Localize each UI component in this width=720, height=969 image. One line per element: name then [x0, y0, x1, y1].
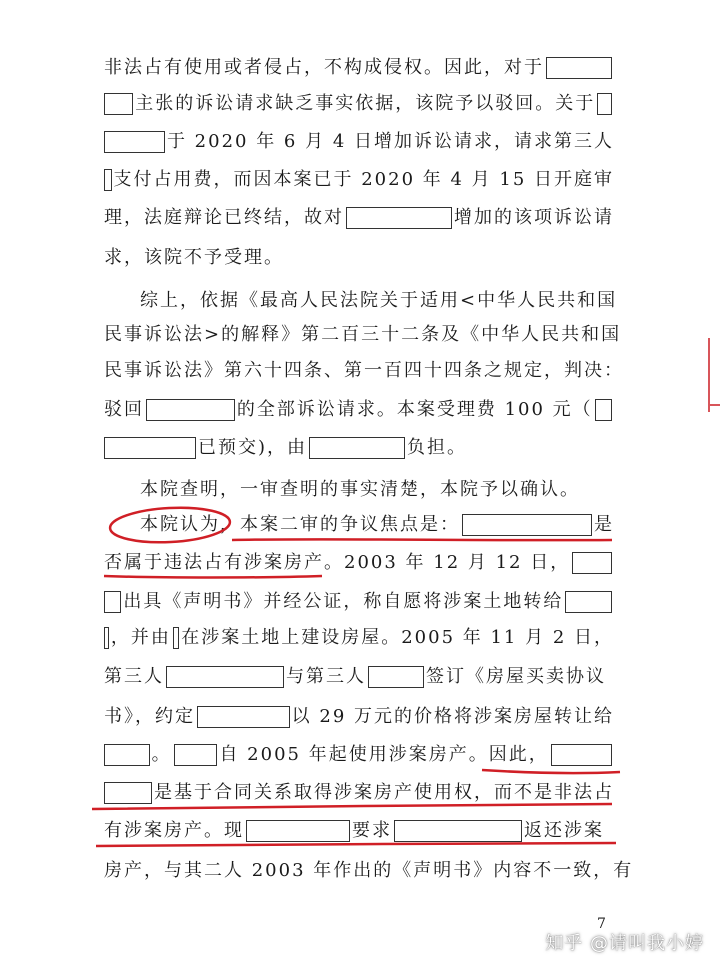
zhihu-watermark: 知乎 @请叫我小婷	[545, 933, 704, 954]
text-segment: 签订《房屋买卖协议	[426, 666, 606, 687]
edge-stamp-mark	[708, 338, 720, 412]
text-segment: 主张的诉讼请求缺乏事实依据，该院予以驳回。关于	[135, 93, 596, 114]
redaction-box	[104, 627, 109, 649]
text-segment: 负担。	[407, 437, 468, 458]
page-number: 7	[597, 916, 606, 932]
text-line-20	[104, 778, 614, 808]
text-segment: 有涉案房产。现	[104, 820, 244, 841]
text-segment: 以 29 万元的价格将涉案房屋转让给	[291, 706, 614, 727]
redaction-box	[104, 437, 196, 459]
text-line-7	[140, 286, 618, 316]
redaction-box	[166, 666, 284, 688]
redaction-box	[595, 399, 612, 421]
edge-stamp-mark-tail	[709, 404, 720, 406]
text-line-8	[104, 320, 622, 350]
text-segment: 求，该院不予受理。	[104, 247, 284, 268]
text-line-18	[104, 702, 614, 732]
redaction-box	[104, 782, 152, 804]
text-line-22	[104, 856, 634, 886]
underline-annotation	[482, 770, 620, 773]
text-line-12	[140, 475, 614, 505]
text-segment: 否属于违法占有涉案房产。2003 年 12 月 12 日，	[104, 552, 571, 573]
redaction-box	[174, 744, 218, 766]
redaction-box	[146, 399, 235, 421]
text-segment: 非法占有使用或者侵占，不构成侵权。因此，对于	[104, 57, 544, 78]
text-segment: 已预交)，由	[198, 437, 308, 458]
text-segment: 增加的该项诉讼请	[454, 207, 614, 228]
text-segment: 理，法庭辩论已终结，故对	[104, 207, 344, 228]
redaction-box	[572, 552, 612, 574]
redaction-box	[346, 207, 452, 229]
text-line-15	[104, 587, 614, 617]
redaction-box	[597, 93, 612, 115]
text-line-13	[140, 510, 614, 540]
redaction-box	[197, 706, 290, 728]
redaction-box	[462, 514, 592, 536]
text-segment: 出具《声明书》并经公证，称自愿将涉案土地转给	[123, 591, 564, 612]
redaction-box	[104, 131, 165, 153]
text-line-1	[104, 53, 614, 83]
text-line-5	[104, 203, 614, 233]
text-line-4	[104, 165, 614, 195]
text-segment: 的全部诉讼请求。本案受理费 100 元（	[236, 399, 593, 420]
text-segment: 民事诉讼法>的解释》第二百三十二条及《中华人民共和国	[104, 324, 622, 345]
redaction-box	[368, 666, 424, 688]
redaction-box	[104, 93, 133, 115]
text-line-10	[104, 395, 614, 425]
text-segment: 于 2020 年 6 月 4 日增加诉讼请求，请求第三人	[166, 131, 614, 152]
redaction-box	[246, 820, 350, 842]
redaction-box	[104, 169, 112, 191]
text-segment: 房产，与其二人 2003 年作出的《声明书》内容不一致，有	[104, 860, 634, 881]
redaction-box	[309, 437, 405, 459]
text-line-16	[104, 623, 614, 653]
text-segment: 要求	[352, 820, 392, 841]
text-line-14	[104, 548, 614, 578]
text-segment: 本院查明，一审查明的事实清楚，本院予以确认。	[140, 479, 580, 500]
text-segment: 是基于合同关系取得涉案房产使用权，而不是非法占	[154, 782, 614, 803]
text-segment: 第三人	[104, 666, 164, 687]
text-segment: ，并由	[110, 627, 171, 648]
redaction-box	[104, 744, 150, 766]
text-segment: 是	[594, 514, 614, 535]
redaction-box	[173, 627, 179, 649]
text-line-19	[104, 740, 614, 770]
text-segment: 综上，依据《最高人民法院关于适用<中华人民共和国	[140, 290, 618, 311]
text-line-9	[104, 356, 624, 386]
text-segment: 返还涉案	[524, 820, 604, 841]
redaction-box	[565, 591, 612, 613]
redaction-box	[104, 591, 121, 613]
text-line-3	[104, 127, 614, 157]
text-segment: 自 2005 年起使用涉案房产。因此，	[219, 744, 549, 765]
text-line-21	[104, 816, 614, 846]
text-segment: 民事诉讼法》第六十四条、第一百四十四条之规定，判决：	[104, 360, 624, 381]
redaction-box	[546, 57, 612, 79]
text-segment: 与第三人	[286, 666, 366, 687]
text-segment: 书》，约定	[104, 706, 195, 727]
text-line-2	[104, 89, 614, 119]
text-segment: 支付占用费，而因本案已于 2020 年 4 月 15 日开庭审	[113, 169, 614, 190]
text-line-6	[104, 243, 614, 273]
text-segment: 驳回	[104, 399, 144, 420]
redaction-box	[551, 744, 612, 766]
text-segment: 。	[151, 744, 172, 765]
text-line-11	[104, 433, 614, 463]
redaction-box	[394, 820, 522, 842]
text-segment: 本院认为，本案二审的争议焦点是：	[140, 514, 460, 535]
text-segment: 在涉案土地上建设房屋。2005 年 11 月 2 日，	[181, 627, 614, 648]
text-line-17	[104, 662, 614, 692]
